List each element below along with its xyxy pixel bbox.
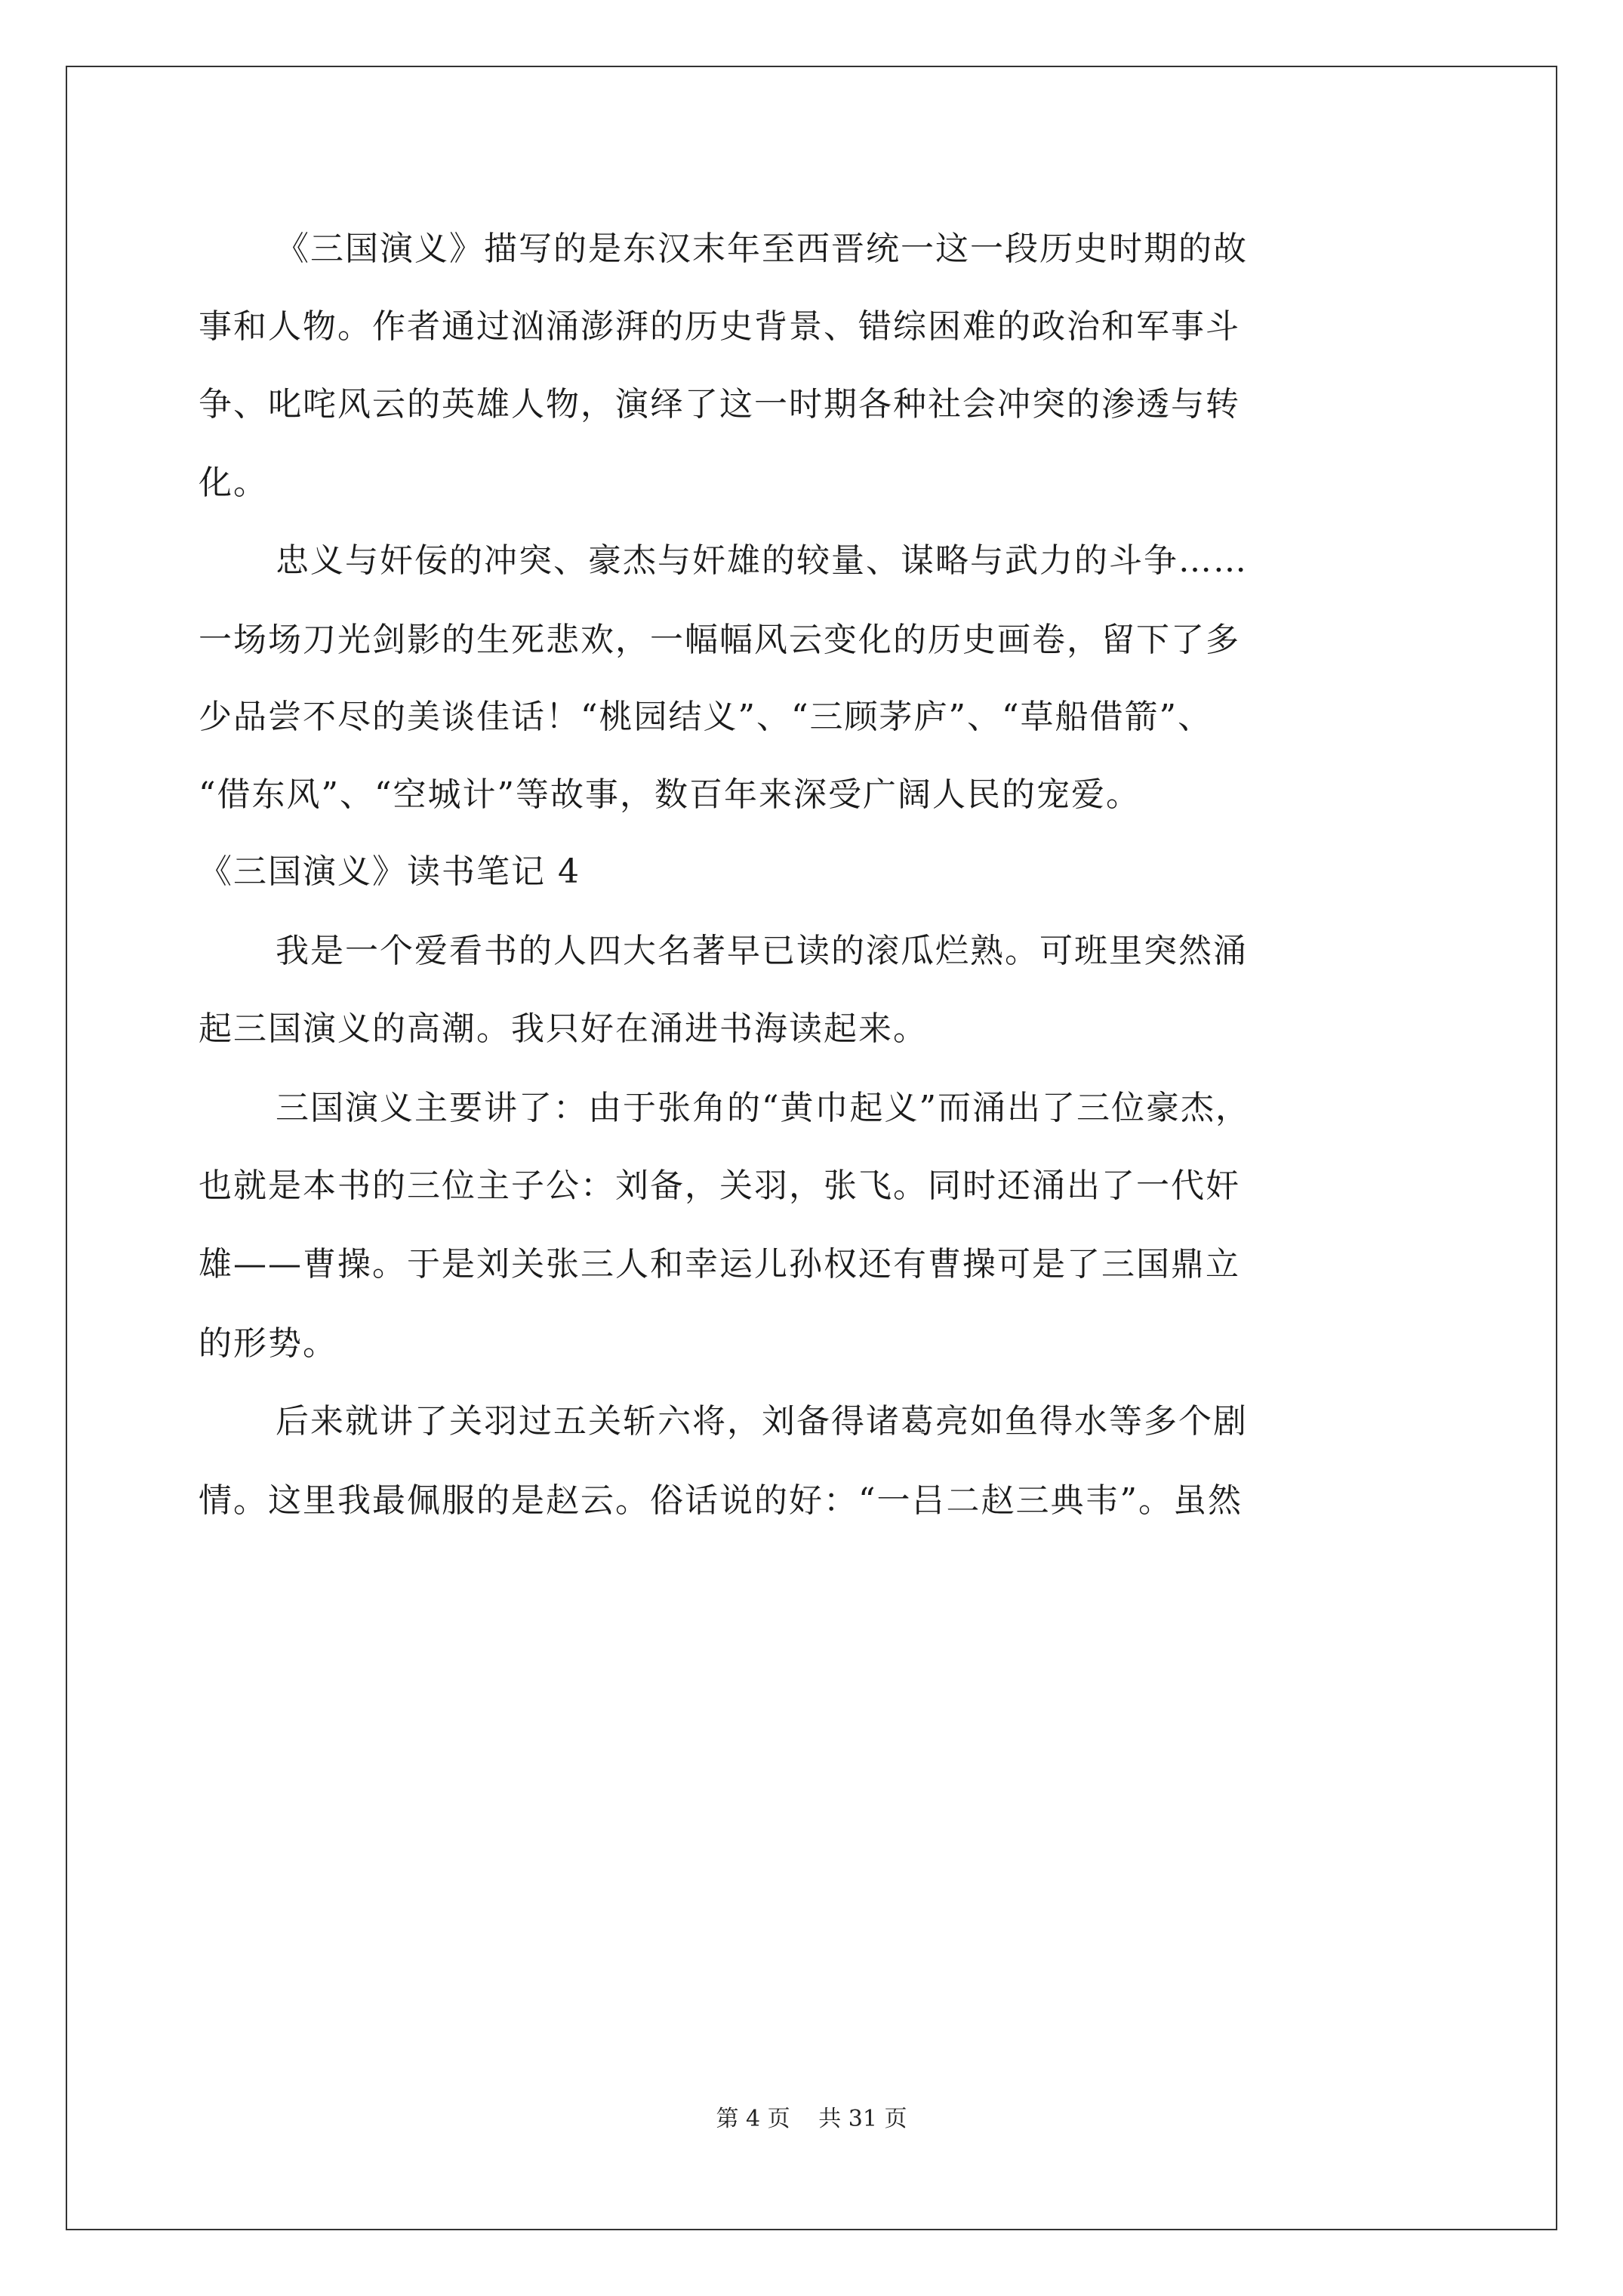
paragraph-line: 我是一个爱看书的人四大名著早已读的滚瓜烂熟。可班里突然涌 xyxy=(276,932,1248,970)
page-number: 第 4 页 xyxy=(716,2106,790,2132)
paragraph-line: 也就是本书的三位主子公：刘备，关羽，张飞。同时还涌出了一代奸 xyxy=(199,1166,1240,1205)
page-footer xyxy=(0,2104,1623,2134)
paragraph-line: 起三国演义的高潮。我只好在涌进书海读起来。 xyxy=(199,1009,928,1048)
paragraph-line: 《三国演义》描写的是东汉末年至西晋统一这一段历史时期的故 xyxy=(276,230,1248,268)
page-total: 共 31 页 xyxy=(818,2106,907,2132)
paragraph-line: 争、叱咤风云的英雄人物，演绎了这一时期各种社会冲突的渗透与转 xyxy=(199,385,1240,424)
paragraph-line: 事和人物。作者通过汹涌澎湃的历史背景、错综困难的政治和军事斗 xyxy=(199,307,1240,346)
paragraph-line: 后来就讲了关羽过五关斩六将，刘备得诸葛亮如鱼得水等多个剧 xyxy=(276,1402,1248,1441)
paragraph-line: 化。 xyxy=(199,464,268,502)
paragraph-line: 少品尝不尽的美谈佳话！“桃园结义”、“三顾茅庐”、“草船借箭”、 xyxy=(199,698,1212,736)
section-heading: 《三国演义》读书笔记 4 xyxy=(199,852,581,891)
paragraph-line: 三国演义主要讲了：由于张角的“黄巾起义”而涌出了三位豪杰， xyxy=(276,1089,1250,1127)
paragraph-line: 雄——曹操。于是刘关张三人和幸运儿孙权还有曹操可是了三国鼎立 xyxy=(199,1245,1240,1284)
paragraph-line: “借东风”、“空城计”等故事，数百年来深受广阔人民的宠爱。 xyxy=(199,775,1141,814)
paragraph-line: 的形势。 xyxy=(199,1324,337,1363)
paragraph-line: 情。这里我最佩服的是赵云。俗话说的好：“一吕二赵三典韦”。虽然 xyxy=(199,1481,1243,1520)
paragraph-line: 忠义与奸佞的冲突、豪杰与奸雄的较量、谋略与武力的斗争…… xyxy=(276,541,1248,580)
paragraph-line: 一场场刀光剑影的生死悲欢，一幅幅风云变化的历史画卷，留下了多 xyxy=(199,621,1240,659)
